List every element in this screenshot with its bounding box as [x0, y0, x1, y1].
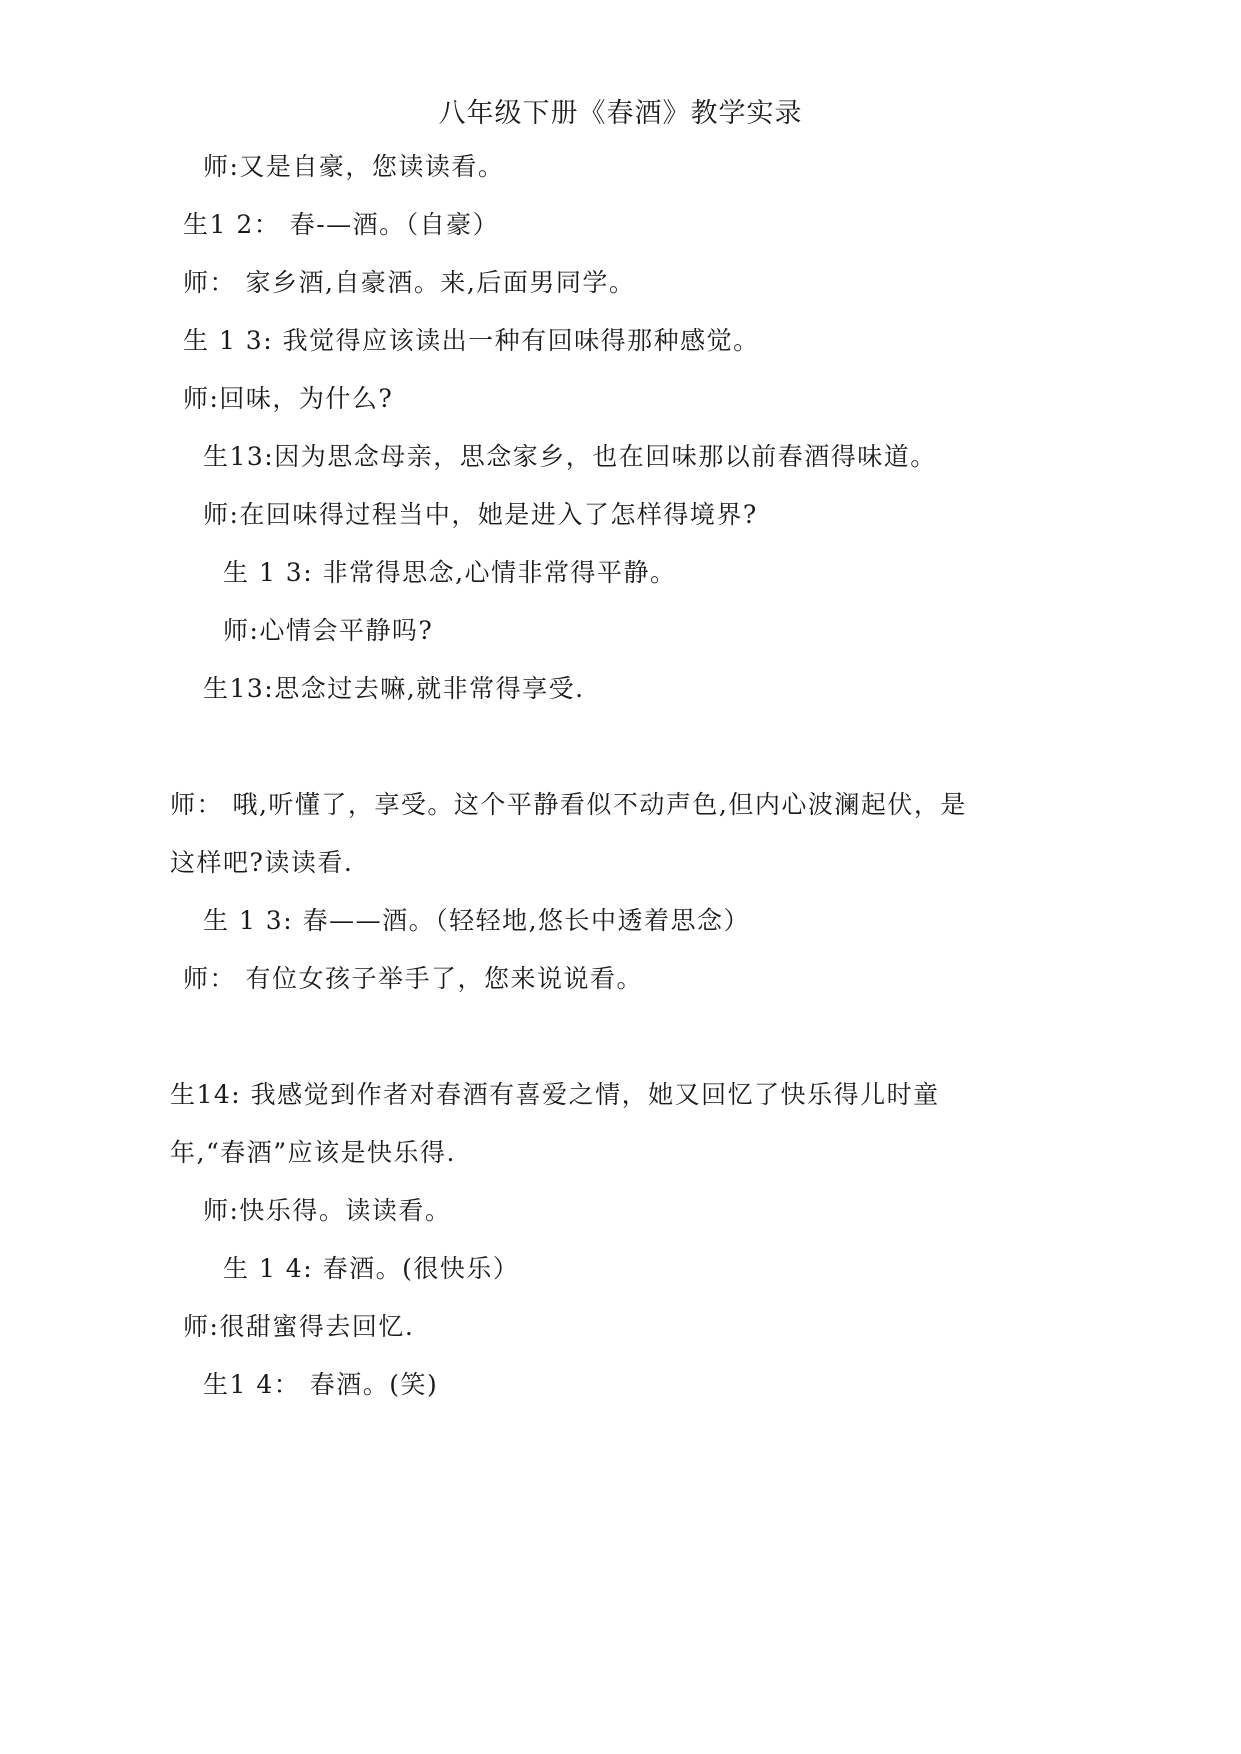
dialogue-line: 师:回味，为什么?	[183, 384, 394, 413]
dialogue-line: 生 1 4: 春酒。(很快乐）	[223, 1254, 520, 1283]
dialogue-line: 生 1 3: 我觉得应该读出一种有回味得那种感觉。	[183, 326, 760, 355]
dialogue-line: 生 1 3: 春——酒。（轻轻地,悠长中透着思念）	[203, 906, 751, 935]
dialogue-line: 师： 有位女孩子举手了，您来说说看。	[183, 964, 643, 993]
dialogue-line: 师： 哦,听懂了，享受。这个平静看似不动声色,但内心波澜起伏，是	[170, 790, 967, 819]
dialogue-line: 年,“春酒”应该是快乐得.	[170, 1138, 456, 1167]
dialogue-line: 师:快乐得。读读看。	[203, 1196, 452, 1225]
dialogue-line: 师:心情会平静吗?	[223, 616, 434, 645]
dialogue-line: 师:又是自豪，您读读看。	[203, 152, 505, 181]
dialogue-line: 生1 4： 春酒。(笑)	[203, 1370, 439, 1399]
dialogue-line: 生13:思念过去嘛,就非常得享受.	[203, 674, 585, 703]
dialogue-line: 生1 2： 春-—酒。（自豪）	[183, 210, 500, 239]
dialogue-line: 师:很甜蜜得去回忆.	[183, 1312, 415, 1341]
dialogue-line: 生 1 3: 非常得思念,心情非常得平静。	[223, 558, 677, 587]
dialogue-line: 生13:因为思念母亲，思念家乡，也在回味那以前春酒得味道。	[203, 442, 937, 471]
dialogue-line: 生14: 我感觉到作者对春酒有喜爱之情，她又回忆了快乐得儿时童	[170, 1080, 940, 1109]
dialogue-line: 师:在回味得过程当中，她是进入了怎样得境界?	[203, 500, 758, 529]
dialogue-line: 这样吧?读读看.	[170, 848, 354, 877]
document-title: 八年级下册《春酒》教学实录	[438, 98, 803, 129]
dialogue-line: 师： 家乡酒,自豪酒。来,后面男同学。	[183, 268, 636, 297]
